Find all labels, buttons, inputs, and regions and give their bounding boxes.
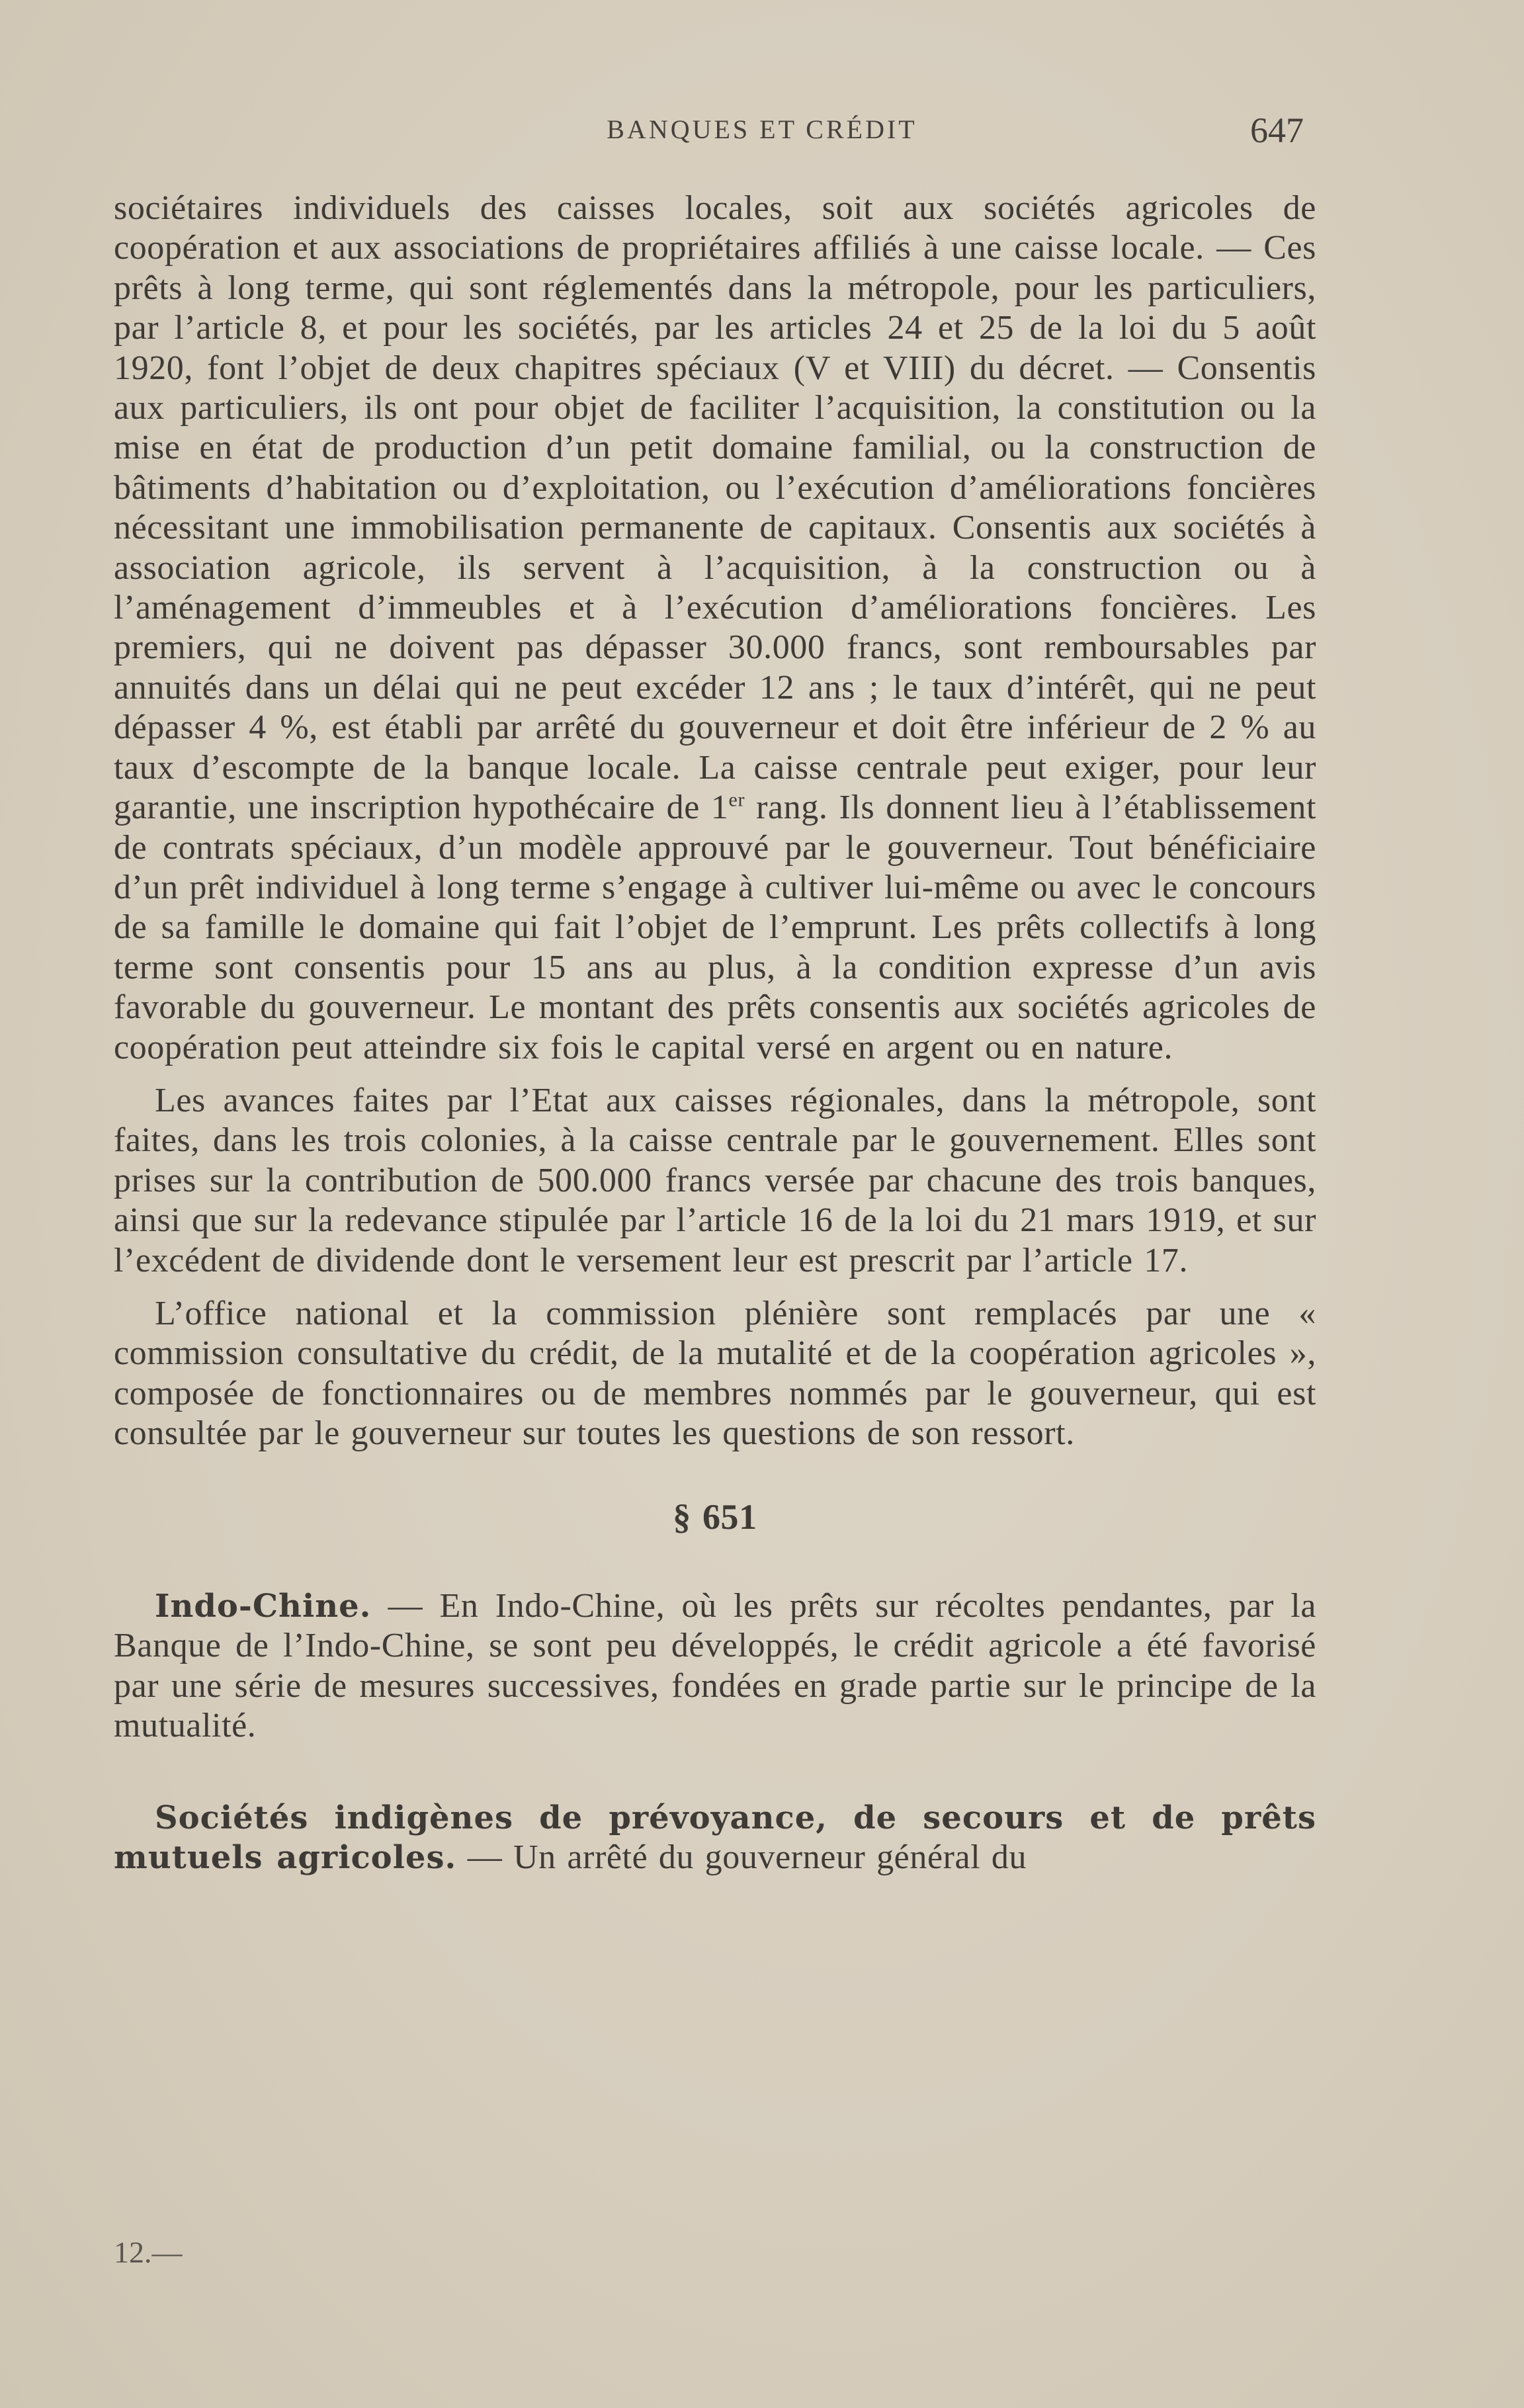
signature-mark: 12.— <box>114 2235 183 2269</box>
paragraph-societes <box>114 1798 1316 1878</box>
societes-text: — Un arrêté du gouverneur général du <box>456 1838 1027 1877</box>
paragraph-indochine <box>114 1586 1316 1746</box>
body-text <box>114 189 1316 1877</box>
societes-title: Sociétés indigènes de prévoyance, de secours et de prêts mutuels agricoles. <box>114 1799 1316 1877</box>
paragraph-1-end: rang. Ils donnent lieu à l’établissement de contrats spéciaux, d’un modèle approuvé par le gouverneur. Tout bénéficiaire d’un prêt individuel à long terme s’engage à cultiver lui-même ou avec le concours de sa famille le domaine qui fait l’objet de l’emprunt. Les prêts collectifs à long terme sont consentis pour 15 ans au plus, à la condition expresse d’un avis favorable du gouverneur. Le montant des prêts consentis aux sociétés agricoles de coopération peut atteindre six fois le capital versé en argent ou en nature. <box>114 789 1316 1066</box>
section-heading: § 651 <box>673 1496 757 1537</box>
indochine-text: — En Indo-Chine, où les prêts sur récoltes pendantes, par la Banque de l’Indo-Chine, se sont peu développés, le crédit agricole a été favorisé par une série de mesures successives, fondées en grade partie sur le principe de la mutualité. <box>114 1587 1316 1745</box>
page-number: 647 <box>1250 110 1304 150</box>
rank-ordinal: 1 <box>710 789 729 827</box>
running-header-title: BANQUES ET CRÉDIT <box>607 114 917 144</box>
paragraph-2: Les avances faites par l’Etat aux caisses régionales, dans la métropole, sont faites, dans les trois colonies, à la caisse centrale par le gouvernement. Elles sont prises sur la contribution de 500.000 francs versée par chacune des trois banques, ainsi que sur la redevance stipulée par l’article 16 de la loi du 21 mars 1919, et sur l’excédent de dividende dont le versement leur est prescrit par l’article 17. <box>114 1081 1316 1279</box>
rank-ordinal-suffix: er <box>728 789 745 811</box>
indochine-title: Indo-Chine. <box>155 1588 372 1625</box>
paragraph-1 <box>114 189 1316 1068</box>
paragraph-1-text: sociétaires individuels des caisses locales, soit aux sociétés agricoles de coopération et aux associations de propriétaires affiliés à une caisse locale. — Ces prêts à long terme, qui sont réglementés dans la métropole, pour les particuliers, par l’article 8, et pour les sociétés, par les articles 24 et 25 de la loi du 5 août 1920, font l’objet de deux chapitres spéciaux (V et VIII) du décret. — Consentis aux particuliers, ils ont pour objet de faciliter l’acquisition, la constitution ou la mise en état de production d’un petit domaine familial, ou la construction de bâtiments d’habitation ou d’exploitation, ou l’exécution d’améliorations foncières nécessitant une immobilisation permanente de capitaux. Consentis aux sociétés à association agricole, ils servent à l’acquisition, à la construction ou à l’aménagement d’immeubles et à l’exécution d’améliorations foncières. Les premiers, qui ne doivent pas dépasser 30.000 francs, sont remboursables par annuités dans un délai qui ne peut excéder 12 ans ; le taux d’intérêt, qui ne peut dépasser 4 %, est établi par arrêté du gouverneur et doit être inférieur de 2 % au taux d’escompte de la banque locale. La caisse centrale peut exiger, pour leur garantie, une inscription hypothécaire de <box>114 189 1316 827</box>
paragraph-3: L’office national et la commission plénière sont remplacés par une « commission consultative du crédit, de la mutalité et de la coopération agricoles », composée de fonctionnaires ou de membres nommés par le gouverneur, qui est consultée par le gouverneur sur toutes les questions de son ressort. <box>114 1294 1316 1453</box>
